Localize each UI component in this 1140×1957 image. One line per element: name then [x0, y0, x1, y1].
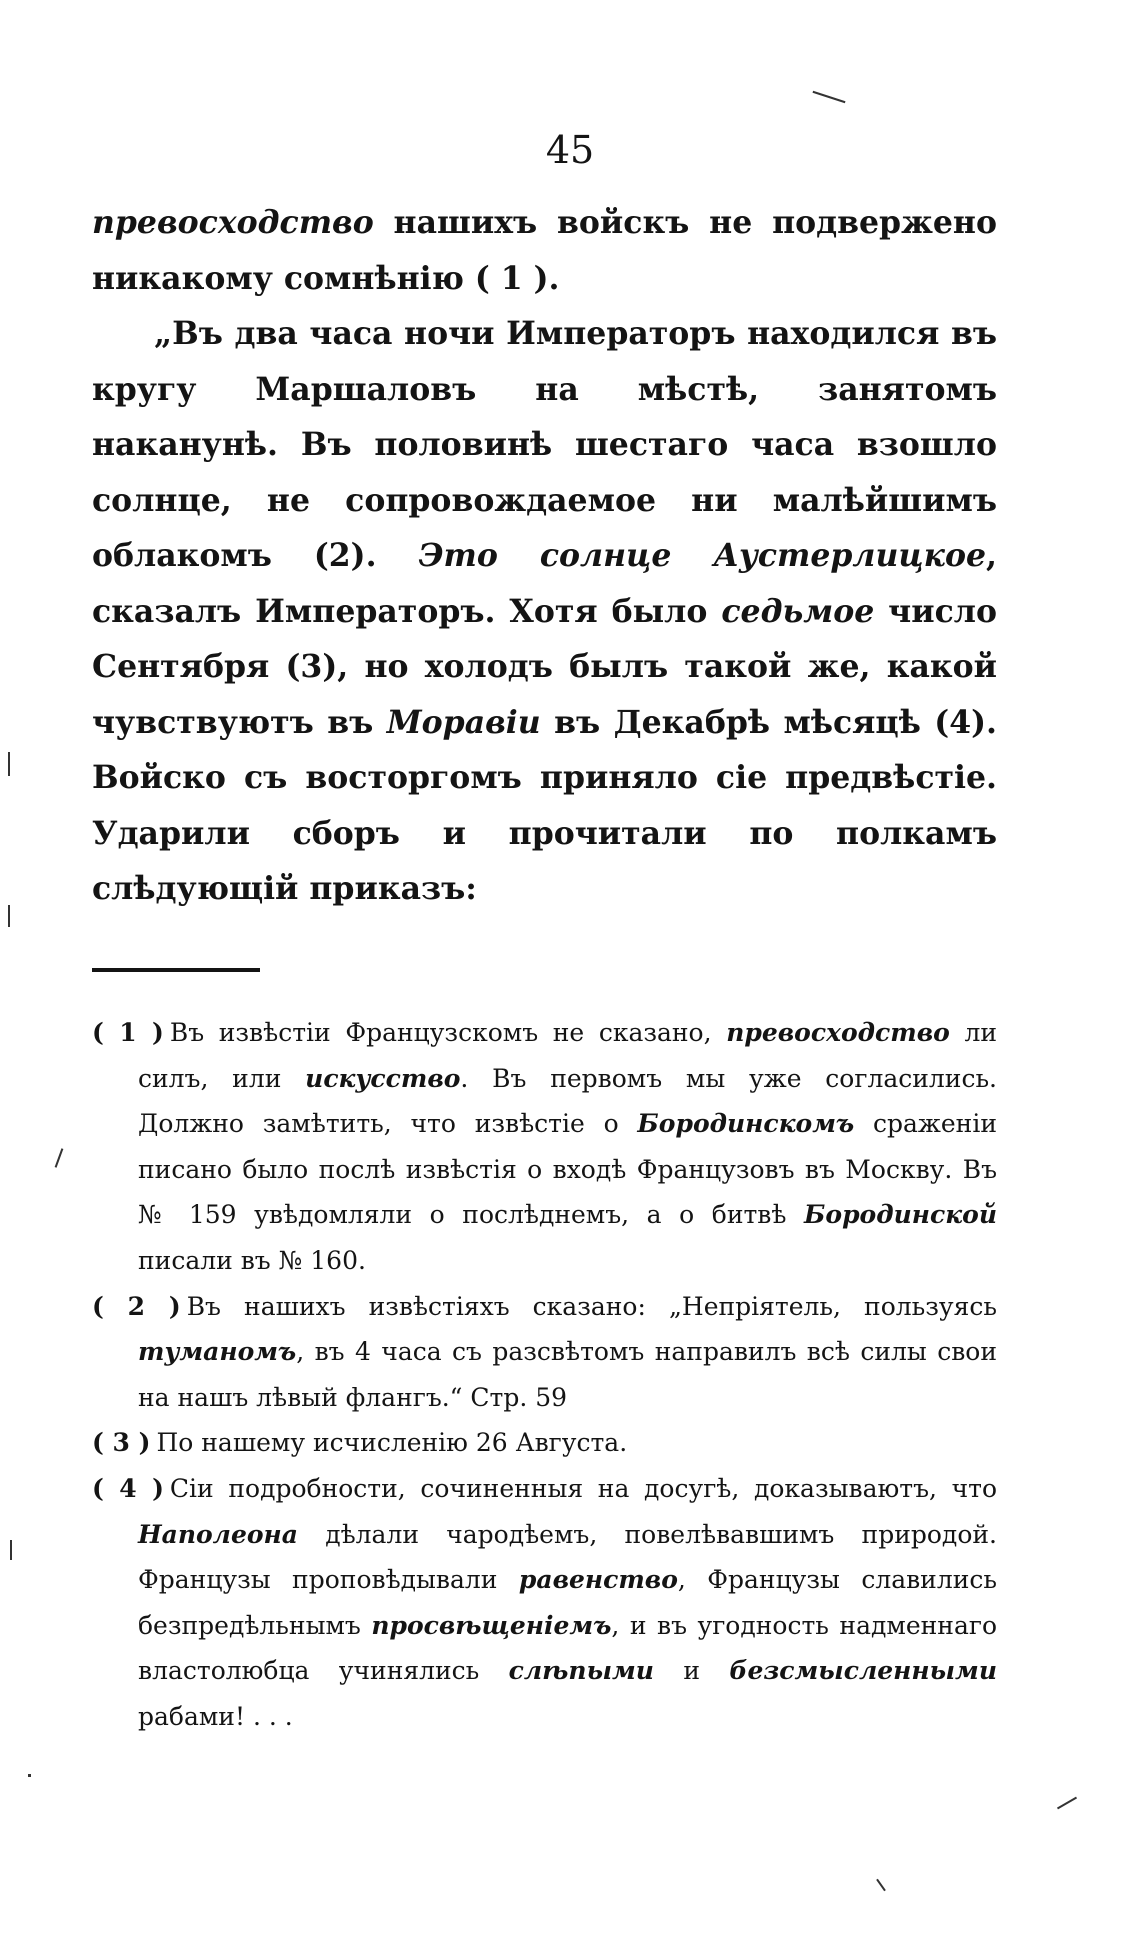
italic-phrase: туманомъ	[138, 1337, 297, 1367]
italic-phrase: седьмое	[721, 592, 875, 630]
scan-mark	[28, 1774, 31, 1777]
text-run: рабами! . . .	[138, 1701, 293, 1731]
scan-mark	[55, 1148, 64, 1167]
scan-mark	[10, 1540, 12, 1560]
footnote-marker: ( 1 )	[92, 1018, 164, 1047]
scan-mark	[1057, 1797, 1077, 1810]
italic-phrase: Наполеона	[138, 1519, 298, 1549]
text-run: Сіи подробности, сочиненныя на досугѣ, доказываютъ, что	[169, 1473, 997, 1503]
footnote-4	[92, 1466, 997, 1740]
italic-phrase: превосходство	[726, 1018, 950, 1047]
text-run: , и въ угодность надменнаго властолюбца учинялись	[138, 1610, 997, 1686]
scan-mark	[813, 91, 846, 103]
text-run: , сказалъ Императоръ. Хотя было	[92, 537, 997, 630]
footnote-marker: ( 2 )	[92, 1291, 181, 1321]
scan-mark	[8, 905, 10, 927]
scan-mark	[876, 1879, 886, 1892]
text-run: Въ нашихъ извѣстіяхъ сказано: „Непріятель, пользуясь	[186, 1291, 997, 1321]
main-text	[92, 195, 997, 917]
footnote-marker: ( 4 )	[92, 1473, 164, 1503]
text-run: число Сентября (3), но холодъ былъ такой же, какой чувствуютъ въ	[92, 592, 997, 741]
italic-phrase: безсмысленными	[729, 1656, 997, 1686]
text-run: ли силъ, или	[138, 1018, 997, 1093]
paragraph-2	[92, 306, 997, 917]
text-run: Въ извѣстіи Французскомъ не сказано,	[169, 1018, 727, 1047]
footnote-divider	[92, 968, 260, 972]
text-run: . Въ первомъ мы уже согласились. Должно замѣтить, что извѣстіе о	[138, 1063, 997, 1139]
italic-phrase: равенство	[518, 1565, 678, 1595]
text-run: По нашему исчисленію 26 Августа.	[156, 1428, 628, 1458]
text-run: „Въ два часа ночи Императоръ находился въ кругу Маршаловъ на мѣстѣ, занятомъ наканунѣ. Въ половинѣ шестаго часа взошло солнце, не сопровождаемое ни малѣйшимъ облакомъ (2).	[92, 315, 997, 574]
text-run: въ Декабрѣ мѣсяцѣ (4). Войско съ восторгомъ приняло сіе предвѣстіе. Ударили сборъ и прочитали по полкамъ слѣдующій приказъ:	[92, 703, 997, 907]
page-number: 45	[545, 128, 595, 172]
italic-phrase: Это солнце Аустерлицкое	[418, 537, 987, 574]
text-run: дѣлали чародѣемъ, повелѣвавшимъ природой. Французы проповѣдывали	[138, 1519, 997, 1595]
italic-phrase: превосходство	[92, 204, 374, 241]
text-run: сраженіи писано было послѣ извѣстія о входѣ Французовъ въ Москву. Въ № 159 увѣдомляли о послѣднемъ, а о битвѣ	[138, 1109, 997, 1230]
footnotes	[92, 1010, 997, 1740]
footnote-marker: ( 3 )	[92, 1428, 151, 1458]
paragraph-1	[92, 195, 997, 306]
scan-mark	[8, 752, 10, 776]
footnote-1	[92, 1010, 997, 1284]
italic-phrase: слѣпыми	[508, 1656, 654, 1686]
footnote-2	[92, 1284, 997, 1421]
italic-phrase: Бородинской	[804, 1200, 997, 1230]
italic-phrase: Бородинскомъ	[637, 1109, 855, 1139]
text-run: , въ 4 часа съ разсвѣтомъ направилъ всѣ силы свои на нашъ лѣвый флангъ.“ Стр. 59	[138, 1337, 997, 1412]
italic-phrase: просвѣщеніемъ	[371, 1610, 612, 1640]
text-run: и	[653, 1656, 730, 1686]
footnote-3	[92, 1420, 997, 1466]
text-run: писали въ № 160.	[138, 1245, 366, 1275]
text-run: , Французы славились безпредѣльнымъ	[138, 1565, 997, 1640]
italic-phrase: искусство	[305, 1063, 461, 1093]
text-run: нашихъ войскъ не подвержено никакому сомнѣнію ( 1 ).	[92, 204, 997, 297]
italic-phrase: Моравіи	[386, 703, 541, 741]
